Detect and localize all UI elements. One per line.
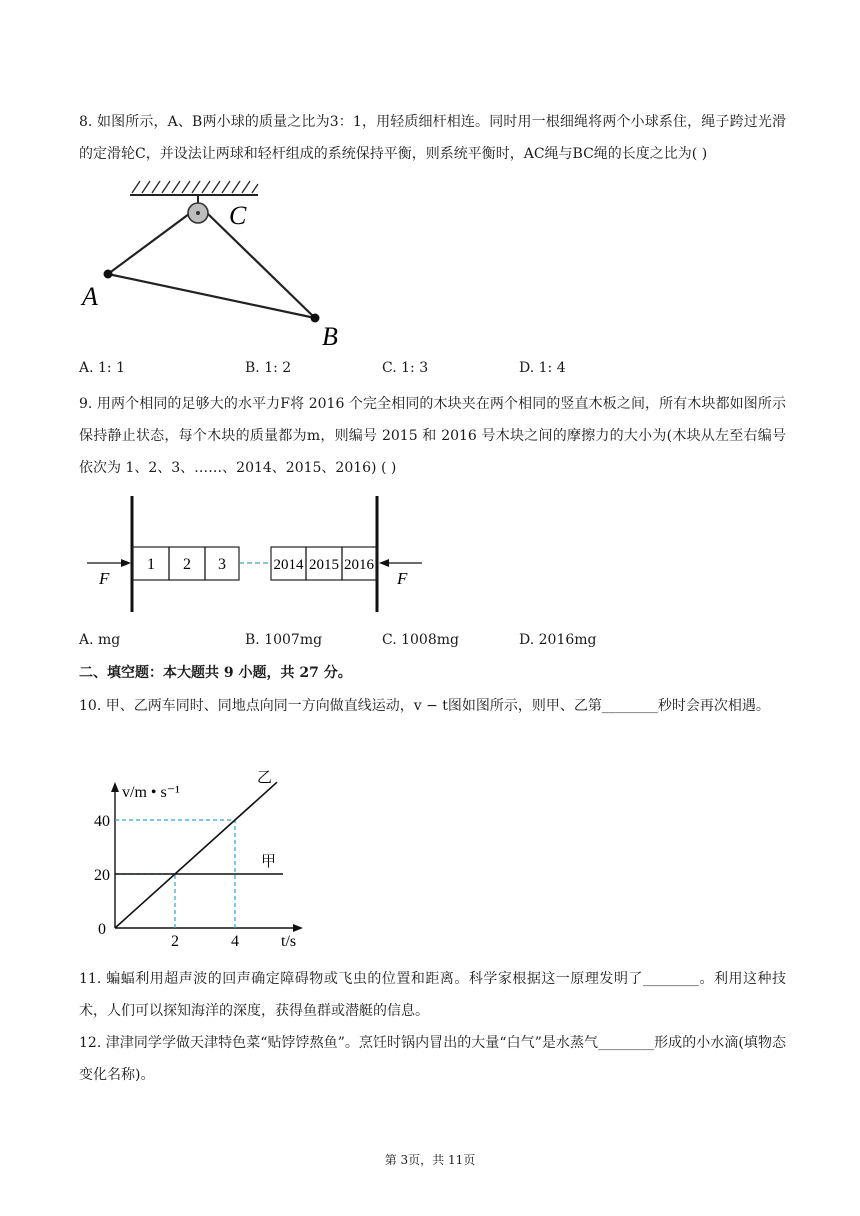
section-heading: 二、填空题：本大题共 9 小题，共 27 分。 [79, 665, 352, 681]
q9-option-b[interactable]: B. 1007mg [245, 632, 323, 648]
block-1: 1 [147, 556, 155, 573]
q9-option-d[interactable]: D. 2016mg [519, 632, 597, 648]
rope-ac [108, 214, 189, 274]
page-footer: 第 3页，共 11页 [384, 1153, 476, 1167]
q9-option-a[interactable]: A. mg [79, 632, 121, 648]
label-a: A [82, 282, 98, 311]
vt-chart [88, 770, 310, 953]
ball-a [104, 270, 113, 279]
pulley-figure [78, 168, 338, 353]
force-label-left: F [99, 569, 110, 588]
y-tick-label-20: 20 [94, 867, 110, 884]
blocks-figure [84, 494, 429, 614]
block-3: 3 [218, 556, 226, 573]
pulley-axle [196, 211, 200, 215]
ball-b [311, 314, 320, 323]
q8-option-d[interactable]: D. 1: 4 [519, 360, 566, 376]
force-arrowhead-left [121, 559, 131, 567]
t-axis-label: t/s [281, 933, 297, 950]
block-2014: 2014 [273, 557, 304, 573]
question-8-text: 8. 如图所示，A、B两小球的质量之比为3：1，用轻质细杆相连。同时用一根细绳将两个小球系住，绳子跨过光滑的定滑轮C，并设法让两球和轻杆组成的系统保持平衡，则系统平衡时，AC绳与BC绳的长度之比为( ) [79, 114, 786, 162]
question-12-text: 12. 津津同学学做天津特色菜“贴饽饽熬鱼”。烹饪时锅内冒出的大量“白气”是水蒸气________形成的小水滴(填物态变化名称)。 [79, 1035, 786, 1083]
v-axis-label: v/m • s⁻¹ [122, 784, 180, 801]
q9-option-c[interactable]: C. 1008mg [382, 632, 459, 648]
q8-option-a[interactable]: A. 1: 1 [79, 360, 125, 376]
x-tick-label-4: 4 [231, 933, 239, 950]
y-tick-label-40: 40 [94, 813, 110, 830]
series-label-2: 乙 [257, 770, 273, 787]
light-rod [108, 274, 315, 318]
question-10-text: 10. 甲、乙两车同时、同地点向同一方向做直线运动，v − t图如图所示，则甲、乙第________秒时会再次相遇。 [79, 698, 770, 714]
q8-options [79, 360, 779, 380]
series-label-1: 甲 [261, 854, 277, 870]
q8-option-b[interactable]: B. 1: 2 [245, 360, 292, 376]
t-axis-arrow [293, 924, 303, 932]
question-11-text: 11. 蝙蝠利用超声波的回声确定障碍物或飞虫的位置和距离。科学家根据这一原理发明了________。利用这种技术，人们可以探知海洋的深度，获得鱼群或潜艇的信息。 [79, 971, 786, 1019]
question-9-text: 9. 用两个相同的足够大的水平力F将 2016 个完全相同的木块夹在两个相同的竖直木板之间，所有木块都如图所示保持静止状态，每个木块的质量都为m，则编号 2015 和 2016 号木块之间的摩擦力的大小为(木块从左至右编号依次为 1、2、3、……、2014、2015、2016) ( ) [79, 396, 786, 476]
label-c: C [229, 201, 247, 230]
v-axis-arrow [111, 782, 119, 792]
x-tick-label-2: 2 [171, 933, 179, 950]
force-arrowhead-right [379, 559, 389, 567]
label-b: B [322, 322, 338, 351]
block-2016: 2016 [344, 557, 374, 573]
block-2015: 2015 [309, 557, 339, 573]
origin-label: 0 [98, 921, 106, 938]
q9-options [79, 632, 779, 652]
block-2: 2 [183, 556, 191, 573]
series-line-2 [115, 782, 277, 928]
q8-option-c[interactable]: C. 1: 3 [382, 360, 429, 376]
block-outlines [133, 547, 376, 580]
rope-bc [208, 214, 315, 318]
ceiling-hatch [132, 181, 258, 193]
force-label-right: F [397, 569, 408, 588]
